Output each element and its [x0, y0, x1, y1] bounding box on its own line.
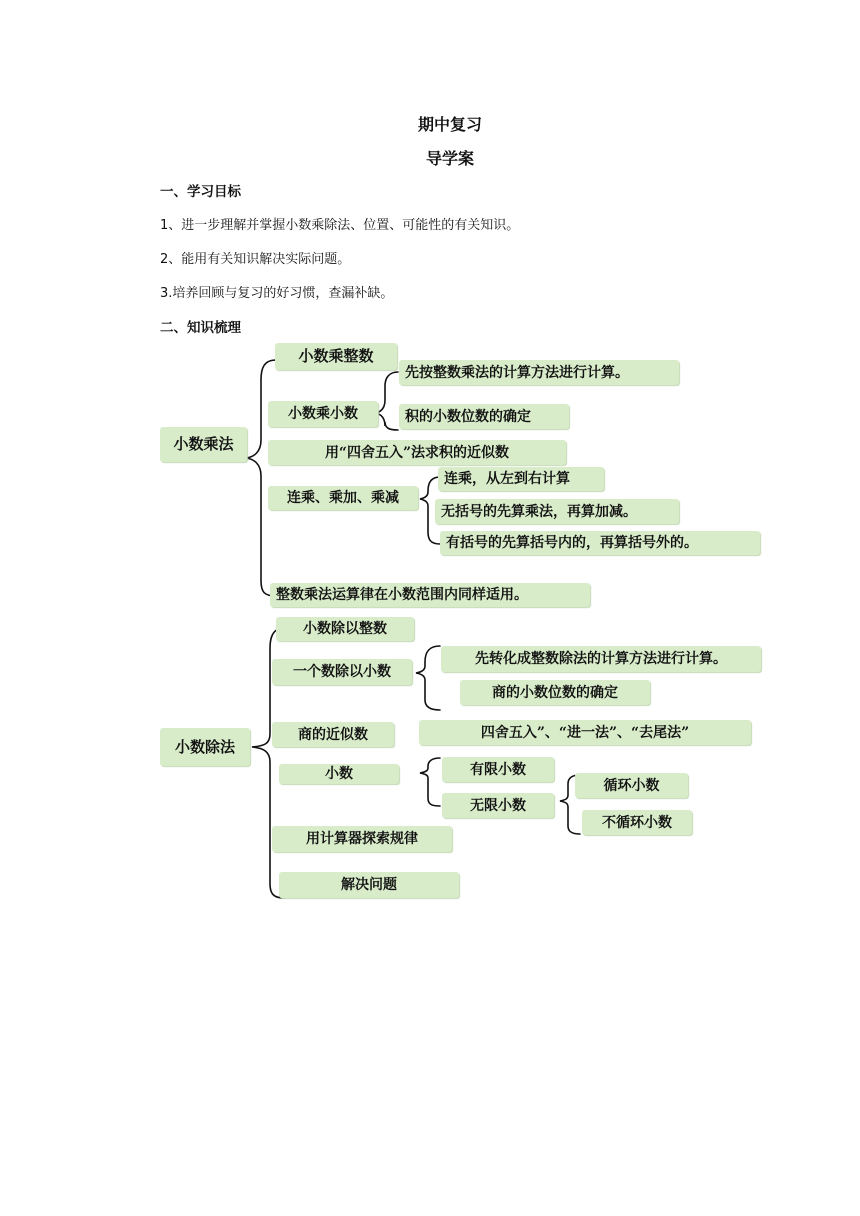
div-dec-child-2: 商的小数位数的确定 — [460, 680, 650, 705]
goal-item-2: 2、能用有关知识解决实际问题。 — [160, 252, 351, 267]
mult-dec-child-1: 先按整数乘法的计算方法进行计算。 — [399, 360, 679, 385]
div-int-node: 小数除以整数 — [276, 617, 414, 641]
mult-law-node: 整数乘法运算律在小数范围内同样适用。 — [270, 583, 590, 607]
goal-item-1: 1、进一步理解并掌握小数乘除法、位置、可能性的有关知识。 — [160, 218, 520, 233]
mult-int-node: 小数乘整数 — [275, 343, 397, 370]
section-heading-goals: 一、学习目标 — [160, 184, 241, 200]
div-approx-node: 商的近似数 — [272, 722, 394, 747]
div-dec-node: 一个数除以小数 — [272, 659, 412, 685]
div-nonrepeating-node: 不循环小数 — [582, 810, 692, 835]
mult-mixed-child-2: 无括号的先算乘法，再算加减。 — [435, 499, 679, 524]
div-repeating-node: 循环小数 — [575, 773, 688, 798]
div-solve-node: 解决问题 — [279, 872, 459, 898]
mult-mixed-node: 连乘、乘加、乘减 — [268, 486, 418, 510]
mult-mixed-child-3: 有括号的先算括号内的，再算括号外的。 — [440, 531, 760, 555]
mult-mixed-child-1: 连乘，从左到右计算 — [438, 467, 604, 491]
mult-root-node: 小数乘法 — [160, 427, 247, 462]
mult-approx-node: 用“四舍五入”法求积的近似数 — [268, 440, 566, 465]
div-calc-node: 用计算器探索规律 — [272, 826, 452, 852]
page-subtitle: 导学案 — [425, 149, 474, 168]
div-root-node: 小数除法 — [160, 728, 250, 766]
section-heading-knowledge: 二、知识梳理 — [160, 320, 241, 336]
page-title: 期中复习 — [417, 115, 482, 134]
div-approx-methods: 四舍五入”、“进一法”、“去尾法” — [419, 720, 751, 745]
div-infinite-node: 无限小数 — [442, 793, 554, 818]
div-dec-child-1: 先转化成整数除法的计算方法进行计算。 — [441, 646, 761, 672]
mult-dec-child-2: 积的小数位数的确定 — [399, 404, 569, 429]
mult-dec-node: 小数乘小数 — [268, 401, 378, 427]
div-decimal-node: 小数 — [279, 764, 399, 784]
goal-item-3: 3.培养回顾与复习的好习惯，查漏补缺。 — [160, 286, 394, 301]
div-finite-node: 有限小数 — [442, 757, 554, 782]
